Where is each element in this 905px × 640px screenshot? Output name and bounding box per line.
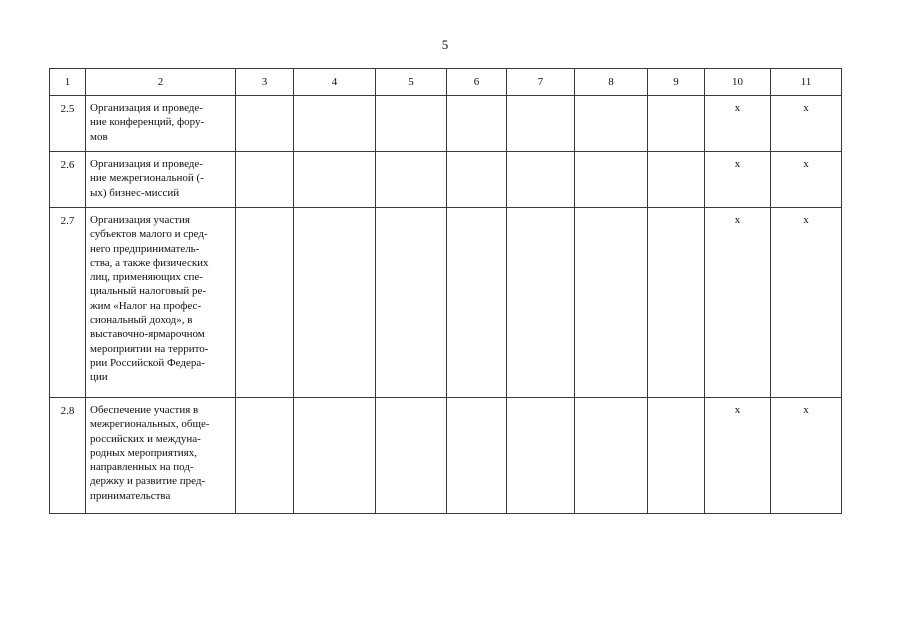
page-number: 5 [441, 37, 449, 52]
row-number: 2.7 [50, 208, 86, 398]
column-header: 4 [294, 69, 376, 96]
row-name: Организация участия субъектов малого и сред- него предприниматель- ства, а также физических лиц, применяющих спе- циальный налоговый ре- жим «Налог на профес- сиональный доход», в выставочно-ярмарочном мероприятии на террито- рии Российской Федера- ции [86, 208, 236, 398]
table-cell [376, 96, 447, 152]
table-cell [294, 152, 376, 208]
table-cell [376, 208, 447, 398]
table-cell [236, 208, 294, 398]
column-header: 1 [50, 69, 86, 96]
row-number: 2.6 [50, 152, 86, 208]
row-name: Организация и проведе- ние межрегиональной (- ых) бизнес-миссий [86, 152, 236, 208]
mark-cell: х [771, 96, 842, 152]
mark-cell: х [771, 398, 842, 514]
column-header: 7 [507, 69, 575, 96]
table-cell [648, 208, 705, 398]
table-cell [236, 96, 294, 152]
column-header: 6 [447, 69, 507, 96]
table-cell [507, 96, 575, 152]
table-cell [648, 96, 705, 152]
mark-cell: х [771, 208, 842, 398]
column-header: 10 [705, 69, 771, 96]
table-cell [447, 152, 507, 208]
table-cell [236, 398, 294, 514]
column-header: 8 [575, 69, 648, 96]
row-name: Обеспечение участия в межрегиональных, обще- российских и междуна- родных мероприятиях, направленных на под- держку и развитие пред- принимательства [86, 398, 236, 514]
table-cell [507, 398, 575, 514]
table-cell [376, 152, 447, 208]
column-header: 3 [236, 69, 294, 96]
table-cell [648, 152, 705, 208]
table-cell [236, 152, 294, 208]
table-cell [648, 398, 705, 514]
table-cell [575, 152, 648, 208]
table-row [50, 152, 842, 208]
column-header: 2 [86, 69, 236, 96]
table-cell [575, 96, 648, 152]
table-row [50, 208, 842, 398]
table-cell [294, 398, 376, 514]
table-cell [294, 96, 376, 152]
column-header: 11 [771, 69, 842, 96]
mark-cell: х [705, 96, 771, 152]
table-cell [294, 208, 376, 398]
table-cell [447, 398, 507, 514]
table-cell [507, 152, 575, 208]
table-row [50, 96, 842, 152]
table-cell [447, 208, 507, 398]
table-cell [376, 398, 447, 514]
data-table [49, 68, 842, 514]
mark-cell: х [705, 398, 771, 514]
mark-cell: х [705, 152, 771, 208]
table-cell [575, 208, 648, 398]
table-cell [507, 208, 575, 398]
column-header: 5 [376, 69, 447, 96]
mark-cell: х [705, 208, 771, 398]
table-cell [575, 398, 648, 514]
table-header-row [50, 69, 842, 96]
row-number: 2.8 [50, 398, 86, 514]
row-number: 2.5 [50, 96, 86, 152]
table-cell [447, 96, 507, 152]
mark-cell: х [771, 152, 842, 208]
column-header: 9 [648, 69, 705, 96]
table-row [50, 398, 842, 514]
row-name: Организация и проведе- ние конференций, фору- мов [86, 96, 236, 152]
